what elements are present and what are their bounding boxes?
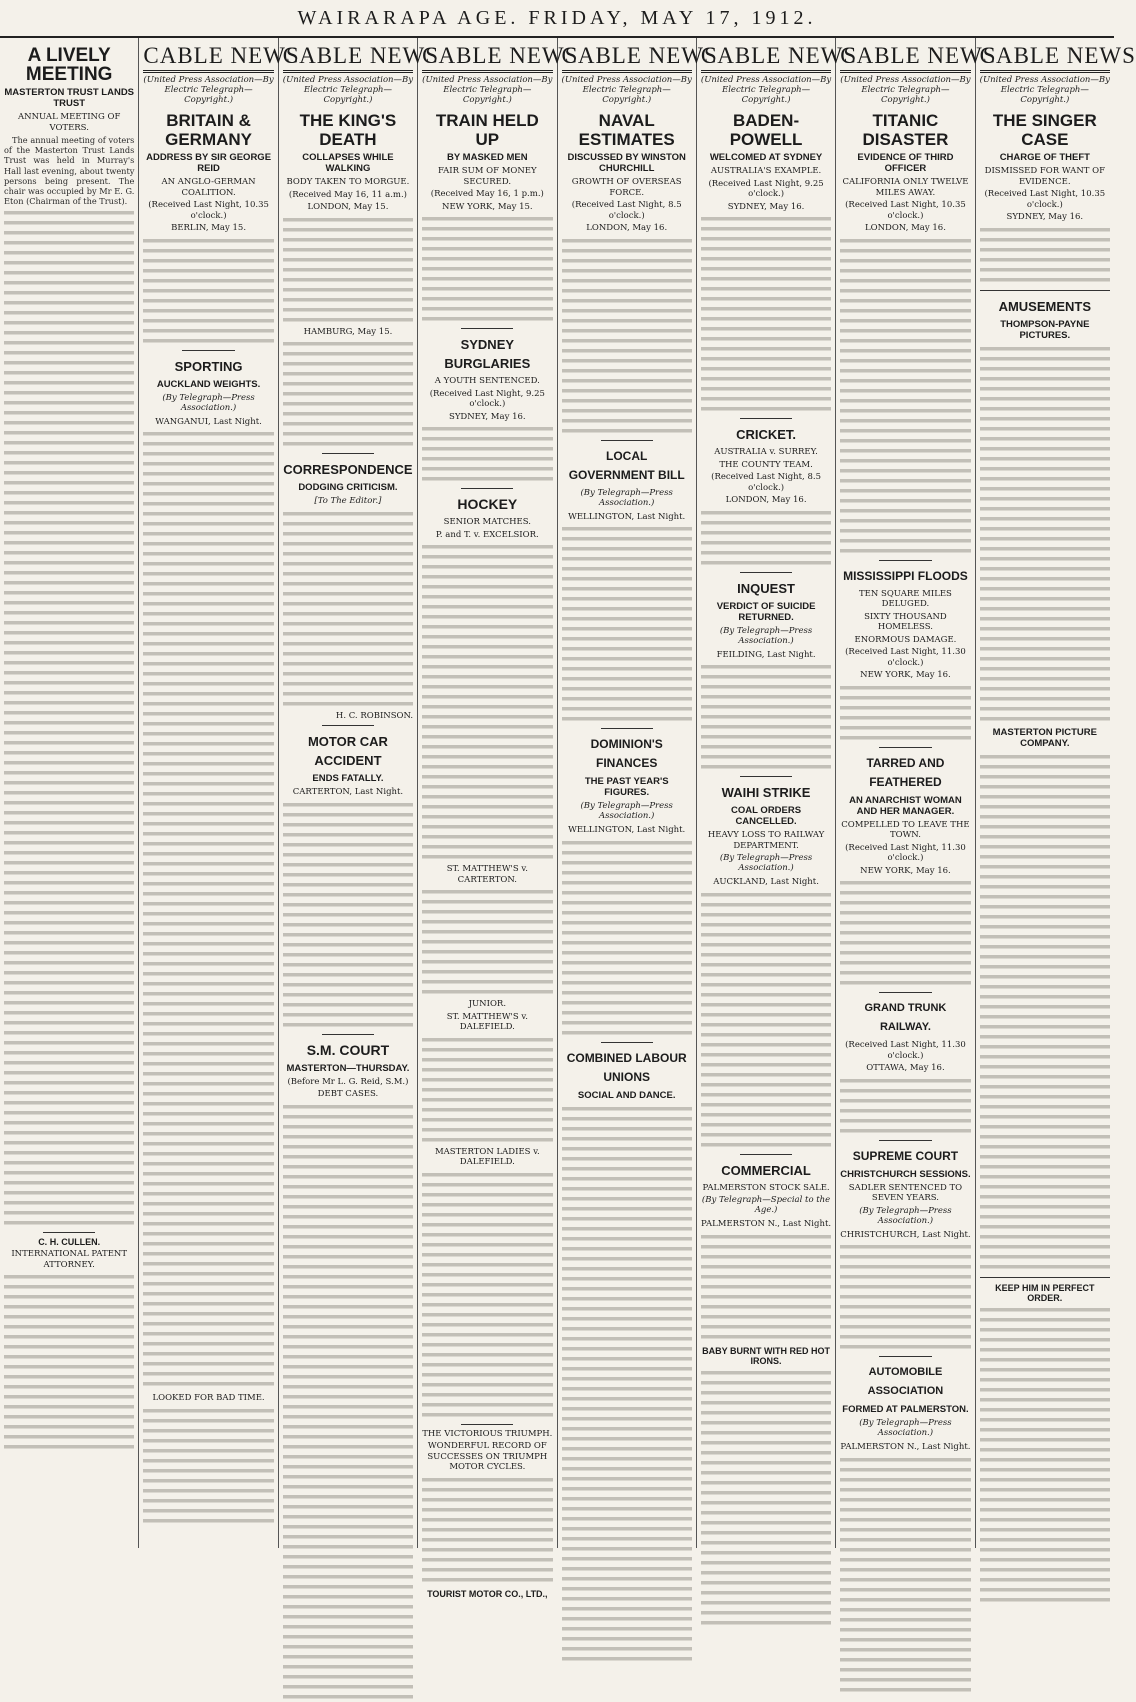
- story-deck: ENORMOUS DAMAGE.: [854, 634, 957, 645]
- body-text-block: [562, 524, 692, 724]
- body-text-block: [422, 1035, 552, 1145]
- column-1: [0, 38, 139, 1548]
- divider: [879, 1356, 931, 1357]
- story-subheading: MASTERTON—THURSDAY.: [286, 1062, 410, 1074]
- received-line: (Received Last Night, 9.25 o'clock.): [708, 178, 824, 199]
- body-text-block: [422, 542, 552, 862]
- column-4: [418, 38, 579, 1599]
- received-line: (Received Last Night, 11.30 o'clock.): [845, 647, 966, 668]
- story-subheading: AN ANARCHIST WOMAN AND HER MANAGER.: [849, 794, 962, 817]
- dateline: NEW YORK, May 16.: [860, 670, 951, 680]
- cable-news-heading: CABLE NEWS: [422, 42, 552, 73]
- story-headline: NAVAL ESTIMATES: [578, 111, 675, 149]
- column-6: [697, 38, 858, 1548]
- advert-text-block: [4, 1272, 134, 1452]
- story-subheading: CHRISTCHURCH SESSIONS.: [840, 1168, 971, 1180]
- match-heading: P. and T. v. EXCELSIOR.: [435, 529, 539, 540]
- dateline: OTTAWA, May 16.: [866, 1063, 945, 1073]
- cable-credit: (United Press Association—By Electric Telegraph—Copyright.): [422, 75, 553, 105]
- story-deck: HEAVY LOSS TO RAILWAY DEPARTMENT.: [707, 830, 825, 851]
- advert-heading: KEEP HIM IN PERFECT ORDER.: [995, 1282, 1095, 1303]
- story-subheading: EVIDENCE OF THIRD OFFICER: [857, 152, 954, 174]
- story-deck: GROWTH OF OVERSEAS FORCE.: [571, 177, 682, 198]
- story-subheading: MASTERTON TRUST LANDS TRUST: [4, 87, 135, 109]
- body-text-block: [980, 752, 1110, 1272]
- divider: [182, 350, 234, 351]
- story-deck: DISMISSED FOR WANT OF EVIDENCE.: [984, 166, 1105, 187]
- cable-news-heading: CABLE NEWS: [840, 42, 970, 73]
- story-body: The annual meeting of voters of the Masterton Trust Lands Trust was held in Murray's Hall last evening, about twenty persons being present. The chair was occupied by Mr E. G. Eton (Chairman of the Trust).: [4, 135, 135, 207]
- cable-credit: (United Press Association—By Electric Telegraph—Copyright.): [143, 75, 274, 105]
- editor-line: [To The Editor.]: [314, 496, 382, 506]
- story-deck: AN ANGLO-GERMAN COALITION.: [161, 177, 256, 198]
- body-text-block: [840, 1242, 970, 1352]
- story-headline: HOCKEY: [457, 496, 518, 512]
- story-deck: AUSTRALIA'S EXAMPLE.: [710, 166, 822, 176]
- story-headline: COMMERCIAL: [721, 1162, 811, 1178]
- body-text-block: [701, 1232, 831, 1342]
- dateline: NEW YORK, May 15.: [442, 201, 533, 212]
- body-text-block: [562, 1104, 692, 1664]
- story-headline: TRAIN HELD UP: [435, 111, 539, 149]
- divider: [740, 776, 792, 777]
- story-deck: ANNUAL MEETING OF VOTERS.: [18, 112, 121, 133]
- body-text-block: [562, 838, 692, 1038]
- story-deck: THE COUNTY TEAM.: [719, 459, 813, 470]
- story-headline: TARRED AND FEATHERED: [866, 755, 945, 789]
- press-credit: (By Telegraph—Press Association.): [580, 487, 673, 508]
- divider: [980, 1277, 1110, 1278]
- divider: [740, 1154, 792, 1155]
- press-credit: (By Telegraph—Press Association.): [719, 853, 813, 873]
- story-headline: SYDNEY BURGLARIES: [444, 337, 531, 371]
- story-headline: SPORTING: [174, 358, 243, 374]
- story-headline: LOCAL GOVERNMENT BILL: [568, 448, 685, 482]
- story-deck: SIXTY THOUSAND HOMELESS.: [864, 611, 947, 632]
- cable-credit: (United Press Association—By Electric Telegraph—Copyright.): [282, 75, 414, 105]
- story-deck: AUSTRALIA v. SURREY.: [714, 447, 818, 457]
- advert-heading: BABY BURNT WITH RED HOT IRONS.: [702, 1345, 830, 1366]
- dateline: LONDON, May 15.: [307, 202, 389, 212]
- advert-text-block: [701, 1368, 831, 1628]
- dateline: PALMERSTON N., Last Night.: [840, 1442, 971, 1452]
- divider: [461, 328, 513, 329]
- body-text-block: [422, 214, 552, 324]
- story-headline: A LIVELY MEETING: [25, 45, 113, 85]
- body-text-block: [840, 236, 970, 556]
- divider: [879, 560, 931, 561]
- dateline: LONDON, May 16.: [864, 223, 946, 233]
- story-deck: COMPELLED TO LEAVE THE TOWN.: [841, 819, 970, 840]
- cable-credit: (United Press Association—By Electric Telegraph—Copyright.): [561, 75, 692, 105]
- dateline: BERLIN, May 15.: [171, 223, 247, 233]
- dateline: PALMERSTON N., Last Night.: [701, 1219, 832, 1229]
- cable-news-heading: CABLE NEWS: [143, 42, 273, 73]
- story-headline: WAIHI STRIKE: [721, 785, 811, 800]
- body-text-block: [701, 890, 831, 1150]
- received-line: (Received Last Night, 8.5 o'clock.): [711, 472, 821, 493]
- story-subheading: VERDICT OF SUICIDE RETURNED.: [716, 600, 816, 623]
- received-line: (Received Last Night, 10.35 o'clock.): [984, 189, 1106, 210]
- divider: [322, 725, 374, 726]
- body-text-block: [283, 1102, 413, 1702]
- body-text-block: [422, 1170, 552, 1420]
- divider: [980, 290, 1110, 291]
- dateline: SYDNEY, May 16.: [1006, 212, 1084, 222]
- divider: [322, 453, 374, 454]
- divider: [322, 1034, 374, 1035]
- story-subheading: THOMPSON-PAYNE PICTURES.: [1000, 318, 1090, 341]
- advert-heading: THE VICTORIOUS TRIUMPH.: [422, 1428, 553, 1439]
- body-text-block: [701, 662, 831, 772]
- dateline: AUCKLAND, Last Night.: [713, 877, 819, 887]
- junior-heading: JUNIOR.: [468, 999, 507, 1009]
- dateline: SYDNEY, May 16.: [449, 411, 526, 422]
- divider: [601, 1042, 653, 1043]
- divider: [43, 1232, 95, 1233]
- story-subheading: DODGING CRITICISM.: [298, 482, 398, 493]
- body-text-block: [701, 214, 831, 414]
- story-subheading: BY MASKED MEN: [447, 152, 528, 163]
- dateline: WELLINGTON, Last Night.: [568, 825, 686, 835]
- story-headline: INQUEST: [737, 580, 795, 596]
- story-headline: DOMINION'S FINANCES: [590, 737, 663, 770]
- press-credit: (By Telegraph—Press Association.): [162, 392, 255, 413]
- body-text-block: [422, 887, 552, 997]
- received-line: (Received Last Night, 10.35 o'clock.): [148, 200, 269, 221]
- story-deck: CALIFORNIA ONLY TWELVE MILES AWAY.: [842, 177, 969, 198]
- divider: [879, 992, 931, 993]
- columns: [0, 38, 1136, 1599]
- body-text-block: [562, 236, 692, 436]
- advert-subheading: INTERNATIONAL PATENT ATTORNEY.: [11, 1249, 128, 1270]
- column-8: [976, 38, 1136, 1548]
- story-headline: THE KING'S DEATH: [299, 111, 397, 149]
- cable-credit: (United Press Association—By Electric Telegraph—Copyright.): [840, 75, 971, 105]
- advert-text-block: [422, 1475, 552, 1585]
- advert-heading: C. H. CULLEN.: [38, 1237, 101, 1248]
- dateline: FEILDING, Last Night.: [716, 649, 816, 660]
- story-deck: A YOUTH SENTENCED.: [434, 376, 540, 386]
- column-5: [558, 38, 718, 1548]
- story-deck: TEN SQUARE MILES DELUGED.: [858, 588, 952, 609]
- dateline: WELLINGTON, Last Night.: [568, 511, 686, 522]
- story-subheading: AUCKLAND WEIGHTS.: [156, 378, 261, 390]
- advert-heading: TOURIST MOTOR CO., LTD.,: [427, 1588, 548, 1599]
- story-headline: MOTOR CAR ACCIDENT: [307, 734, 388, 768]
- story-subheading: WELCOMED AT SYDNEY: [709, 152, 823, 163]
- dateline: LONDON, May 16.: [586, 223, 668, 233]
- received-line: (Received Last Night, 8.5 o'clock.): [571, 200, 682, 221]
- story-subheading: SOCIAL AND DANCE.: [577, 1089, 676, 1101]
- cable-news-heading: CABLE NEWS: [562, 42, 692, 73]
- body-text-block: [840, 1455, 970, 1695]
- press-credit: (By Telegraph—Press Association.): [580, 801, 673, 821]
- story-headline: GRAND TRUNK RAILWAY.: [864, 1002, 947, 1033]
- dateline: CHRISTCHURCH, Last Night.: [840, 1229, 971, 1240]
- body-text-block: [980, 344, 1110, 724]
- story-headline: CRICKET.: [736, 427, 797, 442]
- dateline: WANGANUI, Last Night.: [155, 416, 262, 427]
- dateline: HAMBURG, May 15.: [303, 326, 393, 337]
- cable-credit: (United Press Association—By Electric Telegraph—Copyright.): [700, 75, 832, 105]
- masthead-title: WAIRARAPA AGE. FRIDAY, MAY 17, 1912.: [297, 6, 817, 29]
- column-7: [836, 38, 997, 1548]
- divider: [740, 418, 792, 419]
- story-deck: SENIOR MATCHES.: [443, 517, 531, 527]
- story-headline: MISSISSIPPI FLOODS: [843, 568, 968, 583]
- divider: [461, 488, 513, 489]
- body-text-block: [840, 683, 970, 743]
- body-text-block: [980, 225, 1110, 285]
- body-text-block: [840, 878, 970, 988]
- dateline: NEW YORK, May 16.: [860, 865, 951, 876]
- story-subheading: MASTERTON PICTURE COMPANY.: [992, 726, 1097, 749]
- divider: [740, 572, 792, 573]
- divider: [879, 747, 931, 748]
- body-text-block: [283, 800, 413, 1030]
- received-line: (Received Last Night, 10.35 o'clock.): [845, 200, 966, 221]
- advert-text-block: [980, 1305, 1110, 1605]
- body-text-block: [143, 429, 273, 1389]
- received-line: (Received Last Night, 11.30 o'clock.): [845, 1040, 966, 1061]
- column-3: [279, 38, 440, 1548]
- story-headline: SUPREME COURT: [852, 1148, 959, 1163]
- masthead: [0, 0, 1114, 38]
- received-line: (Received May 16, 11 a.m.): [288, 189, 407, 200]
- story-headline: S.M. COURT: [306, 1041, 390, 1058]
- body-text-block: [701, 508, 831, 568]
- received-line: (Received Last Night, 11.30 o'clock.): [845, 842, 966, 863]
- story-headline: TITANIC DISASTER: [862, 111, 949, 149]
- body-text-block: [4, 208, 134, 1228]
- story-subheading: DISCUSSED BY WINSTON CHURCHILL: [567, 152, 686, 174]
- story-headline: BADEN-POWELL: [729, 111, 803, 149]
- cable-news-heading: CABLE NEWS: [701, 42, 831, 73]
- body-text-block: [283, 215, 413, 325]
- body-text-block: [422, 424, 552, 484]
- before-line: (Before Mr L. G. Reid, S.M.): [287, 1076, 409, 1087]
- match-heading: ST. MATTHEW'S v. DALEFIELD.: [446, 1011, 528, 1032]
- advert-heading: LOOKED FOR BAD TIME.: [152, 1393, 265, 1403]
- story-headline: COMBINED LABOUR UNIONS: [566, 1050, 687, 1084]
- story-headline: AUTOMOBILE ASSOCIATION: [867, 1366, 944, 1397]
- divider: [879, 1140, 931, 1141]
- story-headline: BRITAIN & GERMANY: [165, 111, 253, 149]
- story-deck: FAIR SUM OF MONEY SECURED.: [437, 166, 537, 187]
- press-credit: (By Telegraph—Press Association.): [859, 1418, 952, 1438]
- body-text-block: [283, 339, 413, 449]
- debt-cases-heading: DEBT CASES.: [317, 1089, 379, 1099]
- press-credit: (By Telegraph—Special to the Age.): [701, 1195, 831, 1215]
- story-subheading: COLLAPSES WHILE WALKING: [302, 152, 394, 174]
- divider: [601, 728, 653, 729]
- cable-news-heading: CABLE NEWS: [283, 42, 413, 73]
- dateline: LONDON, May 16.: [725, 495, 807, 505]
- body-text-block: [840, 1076, 970, 1136]
- story-deck: SADLER SENTENCED TO SEVEN YEARS.: [848, 1182, 963, 1203]
- cable-news-heading: CABLE NEWS: [980, 42, 1110, 73]
- cable-credit: (United Press Association—By Electric Telegraph—Copyright.): [979, 75, 1110, 105]
- press-credit: (By Telegraph—Press Association.): [859, 1205, 952, 1226]
- received-line: (Received Last Night, 9.25 o'clock.): [429, 388, 545, 409]
- dateline: SYDNEY, May 16.: [727, 201, 805, 212]
- dateline: CARTERTON, Last Night.: [292, 787, 404, 797]
- story-subheading: FORMED AT PALMERSTON.: [842, 1404, 969, 1415]
- story-deck: PALMERSTON STOCK SALE.: [702, 1182, 830, 1193]
- story-deck: BODY TAKEN TO MORGUE.: [286, 177, 410, 187]
- column-2: [139, 38, 300, 1548]
- story-headline: CORRESPONDENCE: [283, 462, 413, 477]
- divider: [461, 1424, 513, 1425]
- story-subheading: ADDRESS BY SIR GEORGE REID: [146, 152, 272, 174]
- story-headline: THE SINGER CASE: [992, 111, 1097, 149]
- press-credit: (By Telegraph—Press Association.): [719, 625, 813, 646]
- story-subheading: COAL ORDERS CANCELLED.: [731, 805, 802, 827]
- story-headline: AMUSEMENTS: [998, 298, 1092, 314]
- body-text-block: [143, 236, 273, 346]
- advert-subheading: WONDERFUL RECORD OF SUCCESSES ON TRIUMPH MOTOR CYCLES.: [427, 1441, 548, 1472]
- advert-text-block: [143, 1406, 273, 1526]
- received-line: (Received May 16, 1 p.m.): [430, 189, 544, 199]
- match-heading: ST. MATTHEW'S v. CARTERTON.: [446, 864, 528, 885]
- match-heading: MASTERTON LADIES v. DALEFIELD.: [434, 1146, 540, 1167]
- signature: H. C. ROBINSON.: [335, 710, 414, 721]
- body-text-block: [283, 509, 413, 709]
- story-subheading: CHARGE OF THEFT: [999, 152, 1090, 163]
- story-subheading: THE PAST YEAR'S FIGURES.: [584, 776, 669, 798]
- story-subheading: ENDS FATALLY.: [312, 773, 384, 784]
- divider: [601, 440, 653, 441]
